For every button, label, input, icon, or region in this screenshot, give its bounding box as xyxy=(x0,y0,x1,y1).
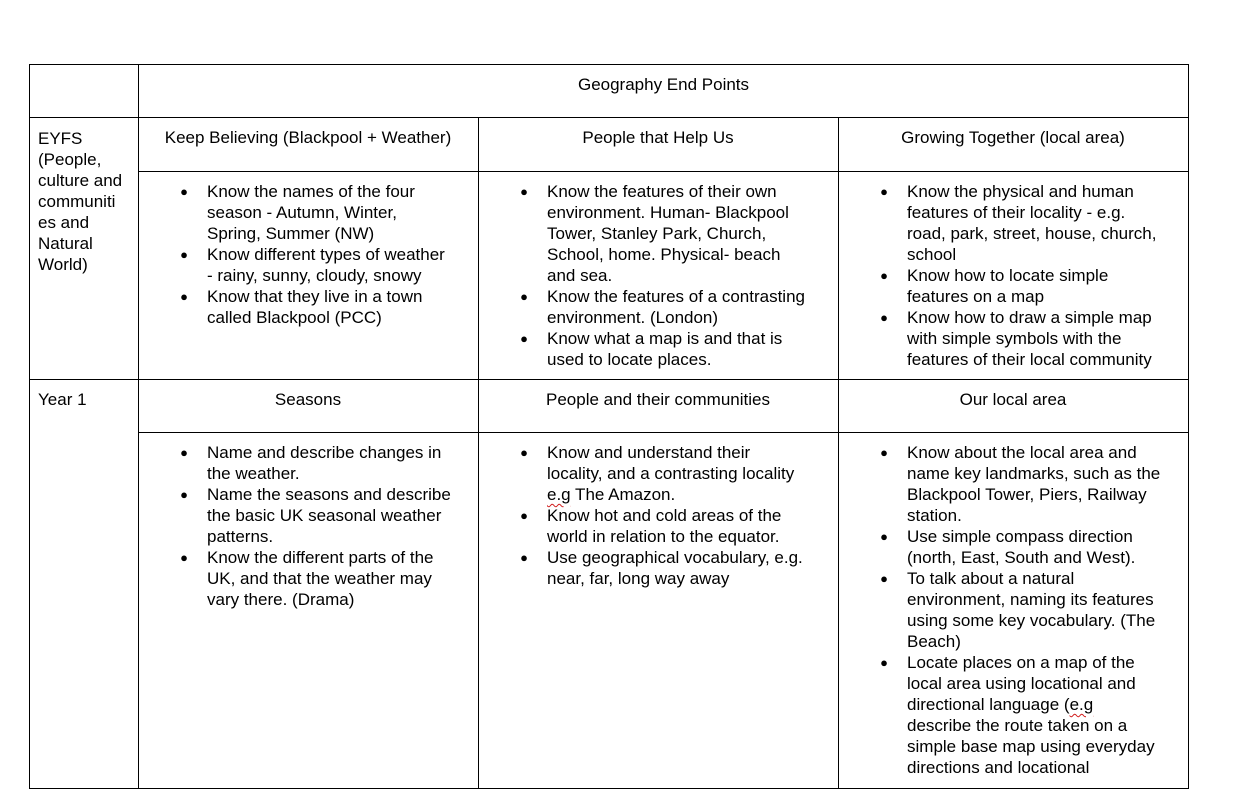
bullet-line: features of their local community xyxy=(907,350,1152,369)
table-divider-eyfs-year1 xyxy=(29,379,1189,380)
eyfs-col1-bullet-list xyxy=(180,181,445,328)
bullet-line: To talk about a natural xyxy=(907,569,1075,588)
bullet-line: Know different types of weather xyxy=(207,245,445,264)
bullet-icon: ● xyxy=(880,571,888,586)
bullet-line: locality, and a contrasting locality xyxy=(547,464,795,483)
bullet-icon: ● xyxy=(520,445,528,460)
year1-col3-title: Our local area xyxy=(959,390,1067,409)
bullet-line: Name and describe changes in xyxy=(207,443,442,462)
bullet-icon: ● xyxy=(180,247,188,262)
bullet-line: Know about the local area and xyxy=(907,443,1137,462)
bullet-line: Know how to draw a simple map xyxy=(907,308,1152,327)
year1-col3-bullet-list xyxy=(880,442,1161,778)
row-label-line: World) xyxy=(38,255,88,274)
bullet-line: Know and understand their xyxy=(547,443,751,462)
bullet-line: (north, East, South and West). xyxy=(907,548,1136,567)
bullet-line: station. xyxy=(907,506,962,525)
bullet-line: features of their locality - e.g. xyxy=(907,203,1126,222)
row-label-line: EYFS xyxy=(38,129,83,148)
bullet-line: Know how to locate simple xyxy=(907,266,1109,285)
list-item xyxy=(880,307,1156,370)
table-divider-year1-title xyxy=(138,432,1189,433)
bullet-line: - rainy, sunny, cloudy, snowy xyxy=(207,266,422,285)
year1-col2-bullet-list xyxy=(520,442,803,589)
bullet-icon: ● xyxy=(880,529,888,544)
table-border-bottom xyxy=(29,788,1189,789)
bullet-line: describe the route taken on a xyxy=(907,716,1128,735)
row-label-line: Natural xyxy=(38,234,93,253)
bullet-icon: ● xyxy=(520,331,528,346)
bullet-line: UK, and that the weather may xyxy=(207,569,432,588)
bullet-icon: ● xyxy=(180,184,188,199)
bullet-line: e.g The Amazon. xyxy=(547,485,676,504)
bullet-icon: ● xyxy=(520,508,528,523)
eyfs-col3-bullet-list xyxy=(880,181,1157,370)
bullet-line: Know the physical and human xyxy=(907,182,1134,201)
bullet-line: Know the features of their own xyxy=(547,182,777,201)
list-item xyxy=(180,484,451,547)
list-item xyxy=(180,442,451,484)
row-label-line: culture and xyxy=(38,171,123,190)
bullet-icon: ● xyxy=(520,550,528,565)
bullet-icon: ● xyxy=(880,655,888,670)
bullet-line: Beach) xyxy=(907,632,961,651)
list-item xyxy=(520,286,805,328)
year1-col1-bullet-list xyxy=(180,442,451,610)
bullet-line: Name the seasons and describe xyxy=(207,485,451,504)
row-label-line: es and xyxy=(38,213,90,232)
bullet-line: Blackpool Tower, Piers, Railway xyxy=(907,485,1147,504)
bullet-line: Know that they live in a town xyxy=(207,287,423,306)
bullet-line: and sea. xyxy=(547,266,613,285)
table-divider-eyfs-title xyxy=(138,171,1189,172)
bullet-line: Use geographical vocabulary, e.g. xyxy=(547,548,803,567)
bullet-line: Know the names of the four xyxy=(207,182,415,201)
bullet-icon: ● xyxy=(880,184,888,199)
bullet-line: Know the features of a contrasting xyxy=(547,287,805,306)
list-item xyxy=(880,568,1160,652)
list-item xyxy=(180,181,445,244)
spellcheck-flag: e.g xyxy=(547,485,571,504)
bullet-line: simple base map using everyday xyxy=(907,737,1155,756)
bullet-line: environment. Human- Blackpool xyxy=(547,203,789,222)
table-divider-header xyxy=(29,117,1189,118)
row-label-eyfs xyxy=(38,128,122,275)
list-item xyxy=(880,652,1160,778)
list-item xyxy=(180,286,445,328)
bullet-line: road, park, street, house, church, xyxy=(907,224,1157,243)
list-item xyxy=(880,442,1161,526)
table-border-left xyxy=(29,64,30,789)
bullet-icon: ● xyxy=(180,445,188,460)
bullet-line: world in relation to the equator. xyxy=(547,527,780,546)
table-divider-col1-col2 xyxy=(478,117,479,789)
bullet-line: Use simple compass direction xyxy=(907,527,1133,546)
list-item xyxy=(520,547,803,589)
list-item xyxy=(520,442,803,505)
list-item xyxy=(520,505,803,547)
table-border-right xyxy=(1188,64,1189,789)
bullet-icon: ● xyxy=(520,184,528,199)
list-item xyxy=(520,328,805,370)
bullet-line: Tower, Stanley Park, Church, xyxy=(547,224,767,243)
bullet-line: season - Autumn, Winter, xyxy=(207,203,397,222)
bullet-line: local area using locational and xyxy=(907,674,1136,693)
bullet-icon: ● xyxy=(180,487,188,502)
row-label-line: (People, xyxy=(38,150,102,169)
list-item xyxy=(180,547,451,610)
table-title: Geography End Points xyxy=(577,75,750,94)
bullet-icon: ● xyxy=(180,550,188,565)
bullet-line: called Blackpool (PCC) xyxy=(207,308,382,327)
bullet-line: using some key vocabulary. (The xyxy=(907,611,1156,630)
eyfs-col2-bullet-list xyxy=(520,181,805,370)
table-border-top xyxy=(29,64,1189,65)
year1-col2-title: People and their communities xyxy=(546,390,770,409)
eyfs-col3-title: Growing Together (local area) xyxy=(901,128,1125,147)
bullet-icon: ● xyxy=(880,268,888,283)
bullet-icon: ● xyxy=(880,445,888,460)
list-item xyxy=(880,265,1156,307)
row-label-line: Year 1 xyxy=(38,390,87,409)
bullet-line: Know the different parts of the xyxy=(207,548,434,567)
bullet-line: near, far, long way away xyxy=(547,569,730,588)
bullet-line: name key landmarks, such as the xyxy=(907,464,1161,483)
list-item xyxy=(520,181,805,286)
bullet-line: environment. (London) xyxy=(547,308,719,327)
bullet-line: Know what a map is and that is xyxy=(547,329,783,348)
bullet-line: School, home. Physical- beach xyxy=(547,245,781,264)
table-divider-label-col xyxy=(138,64,139,789)
bullet-line: used to locate places. xyxy=(547,350,712,369)
bullet-line: the weather. xyxy=(207,464,300,483)
bullet-line: features on a map xyxy=(907,287,1045,306)
bullet-line: vary there. (Drama) xyxy=(207,590,355,609)
bullet-line: school xyxy=(907,245,957,264)
row-label-line: communiti xyxy=(38,192,116,211)
bullet-icon: ● xyxy=(880,310,888,325)
year1-col1-title: Seasons xyxy=(274,390,342,409)
bullet-icon: ● xyxy=(180,289,188,304)
table-divider-col2-col3 xyxy=(838,117,839,789)
bullet-line: directions and locational xyxy=(907,758,1090,777)
list-item xyxy=(880,526,1160,568)
eyfs-col1-title: Keep Believing (Blackpool + Weather) xyxy=(164,128,452,147)
bullet-line: Know hot and cold areas of the xyxy=(547,506,782,525)
bullet-icon: ● xyxy=(520,289,528,304)
list-item xyxy=(880,181,1157,265)
list-item xyxy=(180,244,445,286)
row-label-year1 xyxy=(38,389,87,410)
bullet-line: directional language (e.g xyxy=(907,695,1094,714)
bullet-line: Locate places on a map of the xyxy=(907,653,1135,672)
bullet-line: Spring, Summer (NW) xyxy=(207,224,375,243)
eyfs-col2-title: People that Help Us xyxy=(582,128,734,147)
bullet-line: patterns. xyxy=(207,527,274,546)
spellcheck-flag: e.g xyxy=(1069,695,1094,714)
bullet-line: environment, naming its features xyxy=(907,590,1154,609)
bullet-line: with simple symbols with the xyxy=(907,329,1122,348)
bullet-line: the basic UK seasonal weather xyxy=(207,506,442,525)
